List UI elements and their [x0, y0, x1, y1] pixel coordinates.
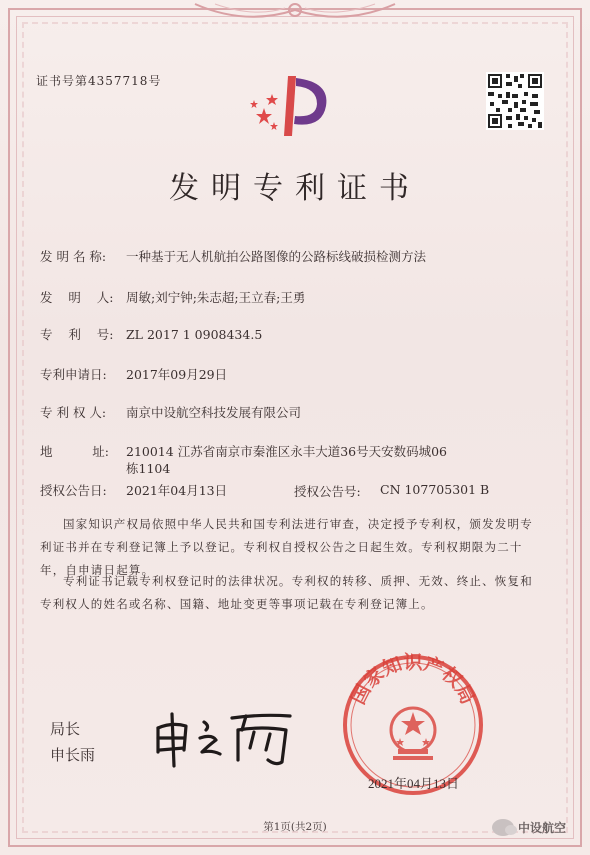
invention-name-label: 发 明 名 称: — [40, 249, 107, 264]
filing-date-value: 2017年09月29日 — [126, 367, 228, 382]
field-address — [40, 443, 456, 477]
watermark-text: 中设航空 — [518, 820, 567, 835]
field-filing-date — [40, 366, 227, 383]
patent-no-label: 专 利 号: — [40, 327, 114, 342]
statement-paragraph-1: 国家知识产权局依照中华人民共和国专利法进行审查，决定授予专利权，颁发发明专利证书并在专利登记簿上予以登记。专利权自授权公告之日起生效。专利权期限为二十年，自申请日起算。 — [40, 517, 533, 577]
page-number: 第1页(共2页) — [263, 821, 327, 833]
field-patentee — [40, 404, 301, 421]
seal-date: 2021年04月13日 — [368, 776, 460, 791]
watermark — [492, 815, 584, 839]
cnipa-logo-icon — [244, 70, 344, 140]
document-title: 发明专利证书 — [169, 171, 421, 206]
invention-name-value: 一种基于无人机航拍公路图像的公路标线破损检测方法 — [126, 249, 427, 264]
field-grant-no — [294, 482, 489, 500]
signature-icon — [150, 700, 300, 770]
field-invention-name — [40, 248, 426, 265]
qr-code-icon — [486, 72, 544, 130]
patent-no-value: ZL 2017 1 0908434.5 — [126, 327, 263, 342]
patentee-value: 南京中设航空科技发展有限公司 — [126, 405, 302, 420]
inventors-label: 发 明 人: — [40, 290, 114, 305]
seal-text: 国家知识产权局 — [347, 651, 479, 708]
address-label: 地 址: — [40, 444, 109, 459]
chief-name: 申长雨 — [50, 746, 96, 764]
grant-no-label: 授权公告号: — [294, 484, 361, 499]
field-patent-no — [40, 326, 262, 343]
grant-no-value: CN 107705301 B — [380, 482, 490, 497]
svg-text:国家知识产权局 — [347, 651, 479, 708]
filing-date-label: 专利申请日: — [40, 367, 107, 382]
wechat-icon — [492, 819, 514, 836]
inventors-value: 周敏;刘宁钟;朱志超;王立春;王勇 — [126, 290, 306, 305]
address-value: 210014 江苏省南京市秦淮区永丰大道36号天安数码城06栋1104 — [126, 444, 448, 476]
field-inventors — [40, 289, 305, 306]
top-ornament-icon — [185, 0, 405, 26]
certificate-number: 证书号第4357718号 — [36, 74, 162, 88]
statement-paragraph-2: 专利证书记载专利权登记时的法律状况。专利权的转移、质押、无效、终止、恢复和专利权人的姓名或名称、国籍、地址变更等事项记载在专利登记簿上。 — [40, 574, 533, 611]
grant-date-label: 授权公告日: — [40, 483, 107, 498]
chief-title: 局长 — [50, 720, 81, 738]
field-grant-date — [40, 482, 227, 499]
patentee-label: 专 利 权 人: — [40, 405, 107, 420]
grant-date-value: 2021年04月13日 — [126, 483, 228, 498]
